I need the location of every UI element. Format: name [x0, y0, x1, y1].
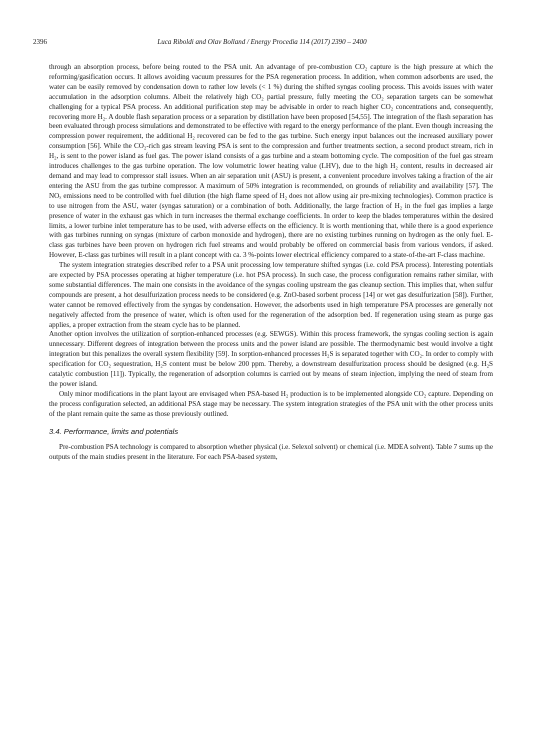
section-paragraph: Pre-combustion PSA technology is compared to absorption whether physical (i.e. Selexol solvent) or chemical (i.e. MDEA solvent). Table 7 sums up the outputs of the main studies present in the literature. For each PSA-based system, — [49, 442, 493, 461]
body-text — [49, 63, 493, 462]
body-paragraph-4: Only minor modifications in the plant layout are envisaged when PSA-based H₂ production is to be implemented alongside CO₂ capture. Depending on the process configuration selected, an additional PSA stage may be necessary. The system integration strategies of the PSA unit with the other process units of the plant remain quite the same as those previously outlined. — [49, 389, 493, 418]
body-paragraph-1: through an absorption process, before being routed to the PSA unit. An advantage of pre-combustion CO₂ capture is the high pressure at which the reforming/gasification occurs. It allows avoiding vacuum pressures for the PSA regeneration process. In addition, when common adsorbents are used, the water can be easily removed by condensation down to rather low levels (< 1 %) during the shifted syngas cooling process. This avoids issues with water accumulation in the adsorption columns. Albeit the relatively high CO₂ partial pressure, fully meeting the CO₂ separation targets can be somewhat challenging for a typical PSA process. An additional purification step may be advisable in order to reach higher CO₂ concentrations and, consequently, recovering more H₂. A double flash separation process or a separation by distillation have been proposed [54,55]. The integration of the flash separation has been evaluated through process simulations and demonstrated to be effective with regard to the energy performance of the plant. Even though increasing the compression power requirement, the additional H₂ recovered can be fed to the gas turbine. Such energy input balances out the increased auxiliary power consumption [56]. While the CO₂-rich gas stream leaving PSA is sent to the compression and further treatments section, a second product stream, rich in H₂, is sent to the power island as fuel gas. The power island consists of a gas turbine and a steam bottoming cycle. The composition of the fuel gas stream introduces challenges to the gas turbine operation. The low volumetric lower heating value (LHV), due to the high H₂ content, results in decreased air demand and may lead to compressor stall issues. When an air separation unit (ASU) is present, a convenient procedure involves taking a fraction of the air entering the ASU from the gas turbine compressor. A maximum of 50% integration is recommended, on grounds of reliability and availability [57]. The NOₓ emissions need to be controlled with fuel dilution (the high flame speed of H₂ does not allow using air pre-mixing technologies). Common practice is to use nitrogen from the ASU, water (syngas saturation) or a combination of both. Additionally, the large fraction of H₂ in the fuel gas implies a large presence of water in the exhaust gas which in turn increases the thermal exchange coefficients. In order to keep the blades temperatures within the desired limits, a lower turbine inlet temperature has to be used, with adverse effects on the efficiency. It is worth mentioning that, while there is a good experience with gas turbines running on syngas (mixture of carbon monoxide and hydrogen), there are no existing turbines running on hydrogen as the only fuel. E-class gas turbines have been proven on hydrogen rich fuel streams and would probably be offered on commercial basis from various vendors, if asked. However, E-class gas turbines will result in a plant concept with ca. 3 %-points lower electrical efficiency compared to a state-of-the-art F-class machine. — [49, 63, 493, 260]
page-header — [33, 36, 491, 48]
running-title: Luca Riboldi and Olav Bolland / Energy Procedia 114 (2017) 2390 – 2400 — [157, 38, 367, 46]
section-heading: 3.4. Performance, limits and potentials — [49, 426, 179, 436]
body-paragraph-2: The system integration strategies described refer to a PSA unit processing low temperature shifted syngas (i.e. cold PSA process). Interesting potentials are expected by PSA processes operating at higher temperature (i.e. hot PSA process). In such case, the process configuration remains rather similar, with some substantial differences. The main one consists in the avoidance of the syngas cooling upstream the gas cleanup section. This implies that, when sulfur compounds are present, a hot desulfurization process needs to be considered (e.g. ZnO-based sorbent process [14] or wet gas desulfurization [58]). Further, water cannot be removed effectively from the syngas by condensation. However, the adsorbents used in high temperature PSA processes are generally not negatively affected from the presence of water, which is often used for the regeneration of the adsorption bed. If regeneration using steam as purge gas applies, a proper extraction from the steam cycle has to be planned. — [49, 261, 493, 329]
page-number: 2396 — [33, 38, 47, 46]
body-paragraph-3: Another option involves the utilization of sorption-enhanced processes (e.g. SEWGS). Within this process framework, the syngas cooling section is again unnecessary. Different degrees of integration between the process units and the power island are possible. The thermodynamic best would involve a tight integration but this penalizes the overall system flexibility [59]. In sorption-enhanced processes H₂S is separated together with CO₂. In order to comply with specification for CO₂ sequestration, H₂S content must be below 200 ppm. Thereby, a downstream desulfurization process should be designed (e.g. H₂S catalytic combustion [11]). Typically, the regeneration of adsorption columns is carried out by means of steam injection, implying the need of steam from the power island. — [49, 330, 493, 388]
